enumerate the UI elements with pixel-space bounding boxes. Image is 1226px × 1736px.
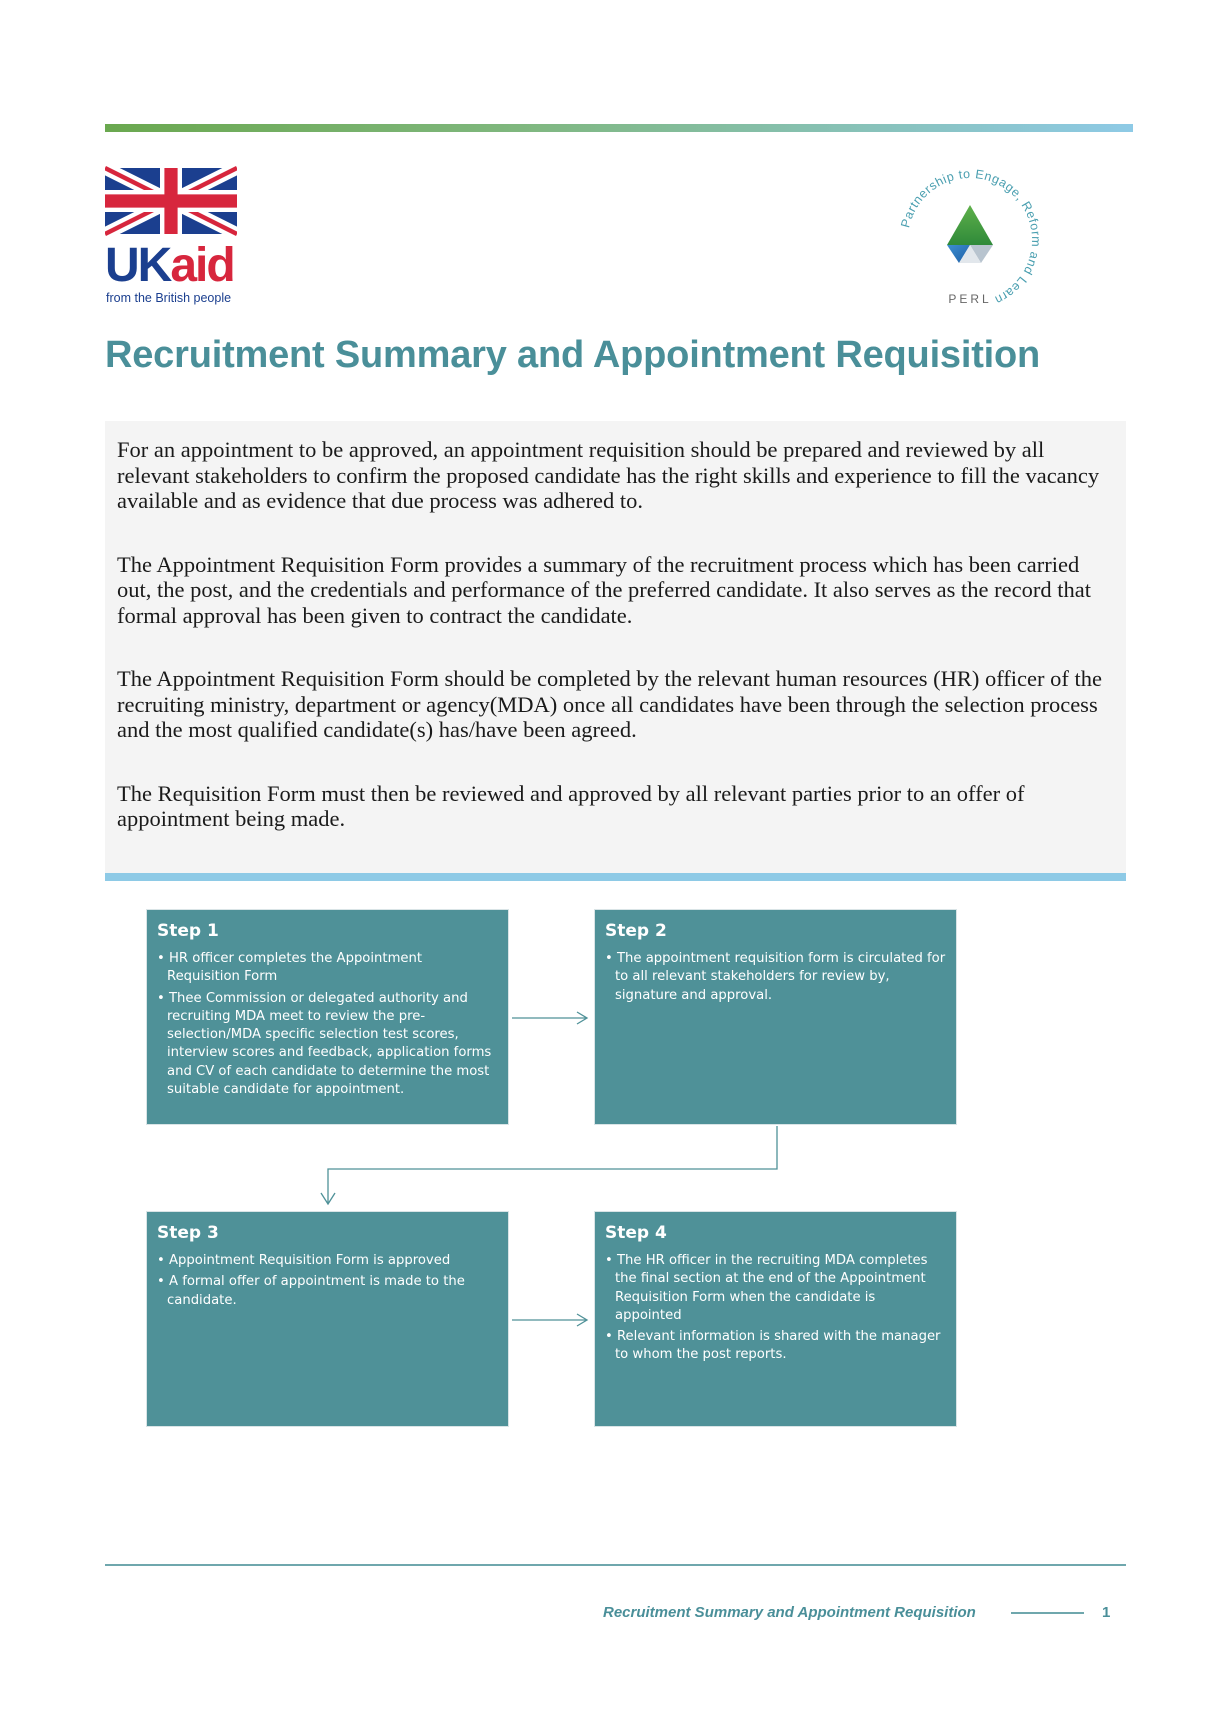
step-2-bullet-1: • The appointment requisition form is circulated for to all relevant stakeholders for review by, signature and approval.: [605, 950, 946, 1005]
arrow-step2-to-step3: [321, 1126, 777, 1204]
header-color-rule: [105, 124, 1133, 132]
arrow-step3-to-step4: [512, 1314, 587, 1326]
intro-paragraph-1: For an appointment to be approved, an appointment requisition should be prepared and reviewed by all relevant stakeholders to confirm the proposed candidate has the right skills and experience to fill the vacancy available and as evidence that due process was adhered to.: [117, 437, 1100, 513]
footer-rule: [105, 1564, 1126, 1566]
page-number: 1: [1102, 1604, 1111, 1621]
footer-title: Recruitment Summary and Appointment Requisition: [603, 1604, 976, 1621]
ukaid-logo: [105, 162, 240, 307]
intro-paragraph-4: The Requisition Form must then be reviewed and approved by all relevant parties prior to an offer of appointment being made.: [117, 780, 1025, 831]
intro-bottom-rule: [105, 873, 1126, 881]
intro-paragraph-2: The Appointment Requisition Form provides a summary of the recruitment process which has been carried out, the post, and the credentials and performance of the preferred candidate. It also serves as the record that formal approval has been given to contract the candidate.: [117, 551, 1091, 628]
step-2-title: Step 2: [605, 921, 667, 941]
step-1-bullet-1: • HR officer completes the Appointment Requisition Form: [157, 950, 498, 987]
step-3-bullet-1: • Appointment Requisition Form is approved: [157, 1252, 498, 1270]
step-3-bullet-2: • A formal offer of appointment is made to the candidate.: [157, 1273, 498, 1310]
step-4-box: [594, 1211, 957, 1427]
step-3-title: Step 3: [157, 1223, 219, 1243]
ukaid-tagline: from the British people: [106, 291, 232, 305]
step-1-bullet-2: • Thee Commission or delegated authority and recruiting MDA meet to review the pre-selection/MDA specific selection test scores, interview scores and feedback, application forms and CV of each candidate to determine the most suitable candidate for appointment.: [157, 990, 498, 1100]
perl-wordmark: PERL: [948, 292, 992, 306]
arrow-step1-to-step2: [512, 1012, 587, 1024]
step-4-bullet-2: • Relevant information is shared with the manager to whom the post reports.: [605, 1328, 946, 1365]
page-title: Recruitment Summary and Appointment Requisition: [105, 334, 1041, 376]
step-1-title: Step 1: [157, 921, 219, 941]
step-1-box: [146, 909, 509, 1125]
intro-paragraph-3: The Appointment Requisition Form should be completed by the relevant human resources (HR) officer of the recruiting ministry, department or agency(MDA) once all candidates have been through the selection process and the most qualified candidate(s) has/have been agreed.: [117, 666, 1102, 742]
step-3-box: [146, 1211, 509, 1427]
footer-dash: [1011, 1612, 1084, 1614]
perl-logo: [895, 165, 1045, 315]
step-4-bullet-1: • The HR officer in the recruiting MDA completes the final section at the end of the Appointment Requisition Form when the candidate is appointed: [605, 1252, 946, 1325]
step-2-box: [594, 909, 957, 1125]
step-4-title: Step 4: [605, 1223, 667, 1243]
intro-panel: [105, 421, 1126, 877]
svg-text:Partnership to Engage, Reform: Partnership to Engage, Reform and Learn: [898, 166, 1044, 308]
ukaid-wordmark: UKaid: [105, 239, 234, 292]
union-flag-icon: [105, 162, 237, 240]
